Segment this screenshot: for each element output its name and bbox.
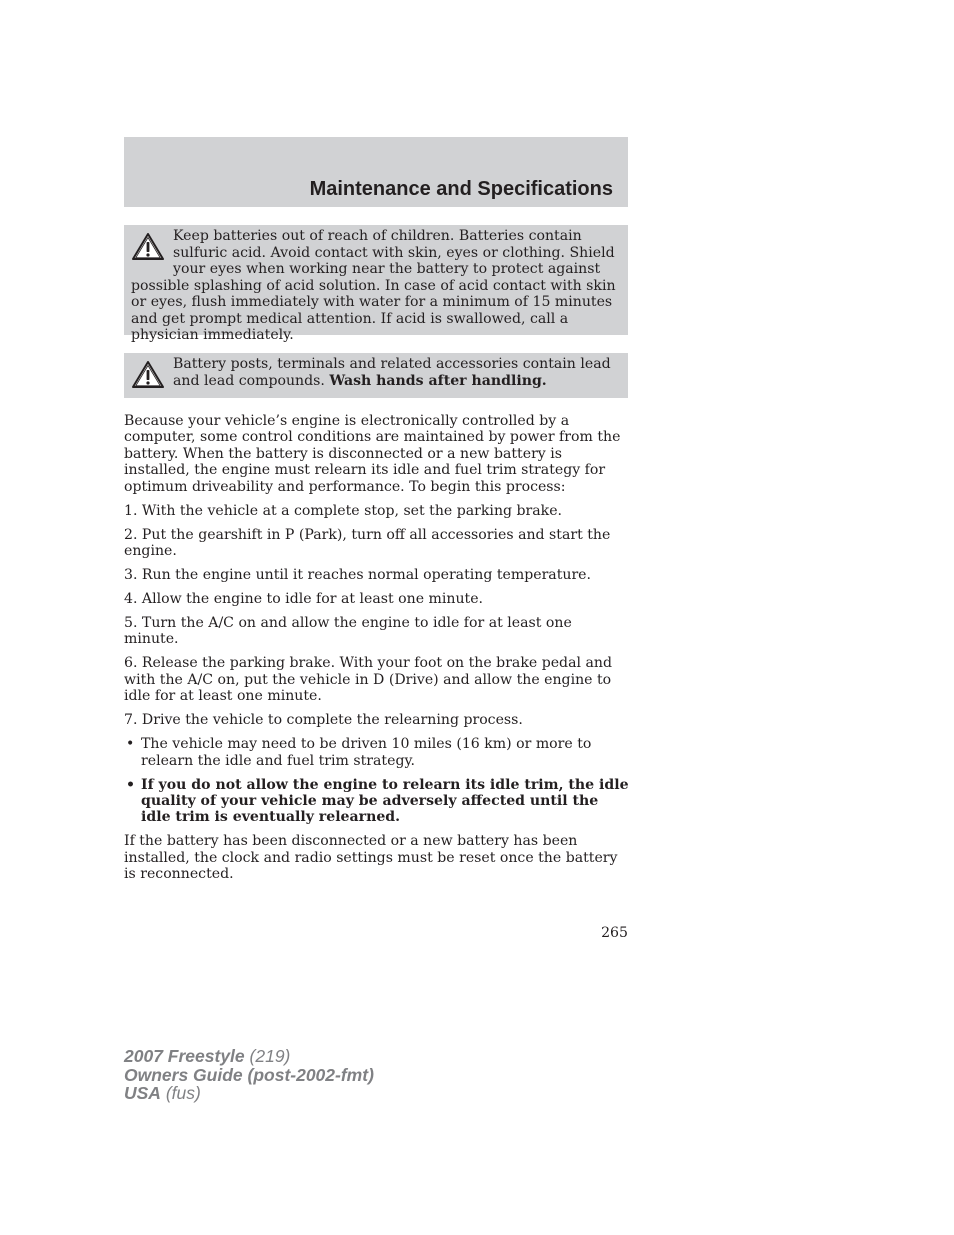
step-6: 6. Release the parking brake. With your foot on the brake pedal and with the A/C on, put the vehicle in D (Drive) and allow the engine to idle for at least one minute. (124, 655, 612, 705)
footer-region-code: (fus) (165, 1083, 201, 1103)
body-content (124, 413, 630, 890)
step-2: 2. Put the gearshift in P (Park), turn off all accessories and start the engine. (124, 526, 611, 560)
section-title: Maintenance and Specifications (309, 178, 613, 200)
bullet-item-bold (124, 777, 630, 826)
footer-region: USA (124, 1083, 161, 1103)
step-3: 3. Run the engine until it reaches normal operating temperature. (124, 567, 592, 584)
warning-box-lead (124, 353, 628, 398)
step-1: 1. With the vehicle at a complete stop, set the parking brake. (124, 502, 563, 519)
footer-model-code: (219) (249, 1046, 291, 1066)
footer-model: 2007 Freestyle (124, 1046, 245, 1066)
step-5: 5. Turn the A/C on and allow the engine to idle for at least one minute. (124, 615, 572, 648)
closing-paragraph: If the battery has been disconnected or a new battery has been installed, the clock and radio settings must be reset once the battery is reconnected. (124, 833, 618, 883)
bullet-text: If you do not allow the engine to relearn its idle trim, the idle quality of your vehicle may be adversely affected until the idle trim is eventually relearned. (141, 776, 629, 826)
page-number: 265 (601, 925, 628, 941)
intro-paragraph: Because your vehicle’s engine is electronically controlled by a computer, some control conditions are maintained by power from the battery. When the battery is disconnected or a new battery is installed, the engine must relearn its idle and fuel trim strategy for optimum driveability and performance. To begin this process: (124, 413, 621, 495)
footer-line-2 (124, 1066, 374, 1085)
document-footer (124, 1047, 374, 1103)
warning-box-sulfuric-acid (124, 225, 628, 343)
footer-line-3 (124, 1084, 374, 1103)
bullet-item (124, 736, 630, 769)
footer-guide: Owners Guide (post-2002-fmt) (124, 1064, 374, 1085)
warning-bold-text: Wash hands after handling. (329, 372, 547, 389)
bullet-marker: • (126, 776, 136, 793)
section-header-band (124, 137, 628, 207)
bullet-text: The vehicle may need to be driven 10 miles (16 km) or more to relearn the idle and fuel trim strategy. (141, 736, 592, 769)
warning-triangle-icon (131, 232, 165, 262)
warning-text: Battery posts, terminals and related accessories contain lead and lead compounds. (173, 356, 611, 389)
warning-triangle-icon (131, 360, 165, 390)
footer-line-1 (124, 1047, 374, 1066)
step-4: 4. Allow the engine to idle for at least one minute. (124, 591, 484, 608)
warning-text: Keep batteries out of reach of children. Batteries contain sulfuric acid. Avoid contact with skin, eyes or clothing. Shield your eyes when working near the battery to protect against possible splashing of acid solution. In case of acid contact with skin or eyes, flush immediately with water for a minimum of 15 minutes and get prompt medical attention. If acid is swallowed, call a physician immediately. (131, 228, 616, 343)
bullet-marker: • (126, 736, 135, 753)
step-7: 7. Drive the vehicle to complete the relearning process. (124, 712, 523, 729)
